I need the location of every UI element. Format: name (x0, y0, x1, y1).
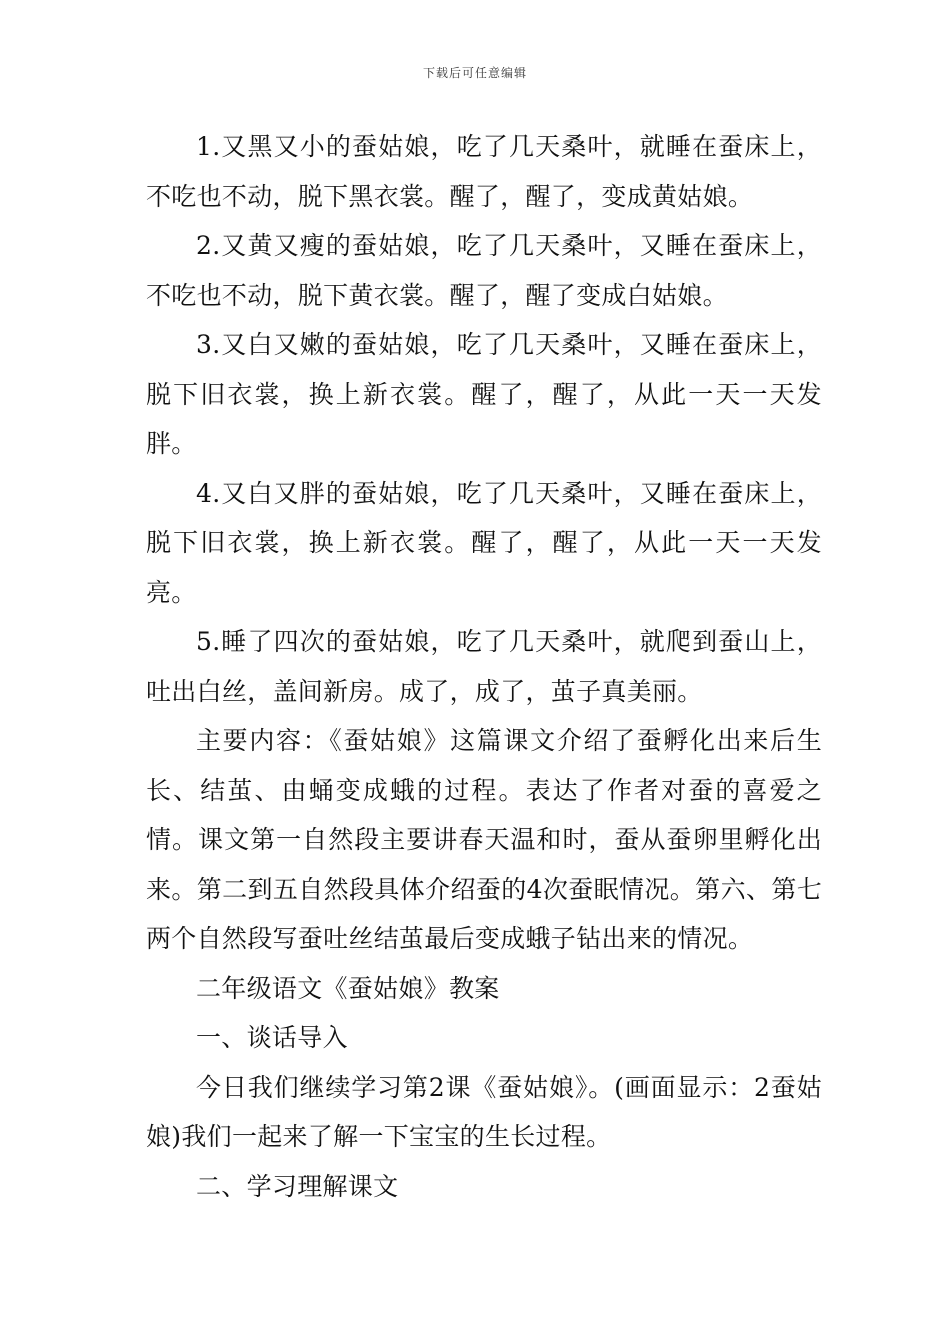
lesson-plan-title: 二年级语文《蚕姑娘》教案 (196, 973, 500, 1003)
section-heading-2: 二、学习理解课文 (196, 1171, 399, 1201)
paragraph-5: 5.睡了四次的蚕姑娘，吃了几天桑叶，就爬到蚕山上，吐出白丝，盖间新房。成了，成了，茧子真美丽。 (146, 627, 822, 706)
intro-paragraph: 今日我们继续学习第2课《蚕姑娘》。(画面显示：2蚕姑娘)我们一起来了解一下宝宝的生长过程。 (146, 1072, 822, 1151)
paragraph-3: 3.又白又嫩的蚕姑娘，吃了几天桑叶，又睡在蚕床上，脱下旧衣裳，换上新衣裳。醒了，醒了，从此一天一天发胖。 (146, 330, 822, 458)
summary-paragraph: 主要内容：《蚕姑娘》这篇课文介绍了蚕孵化出来后生长、结茧、由蛹变成蛾的过程。表达了作者对蚕的喜爱之情。课文第一自然段主要讲春天温和时，蚕从蚕卵里孵化出来。第二到五自然段具体介绍蚕的4次蚕眠情况。第六、第七两个自然段写蚕吐丝结茧最后变成蛾子钻出来的情况。 (146, 726, 822, 953)
paragraph-1: 1.又黑又小的蚕姑娘，吃了几天桑叶，就睡在蚕床上，不吃也不动，脱下黑衣裳。醒了，醒了，变成黄姑娘。 (146, 132, 822, 211)
section-heading-1: 一、谈话导入 (196, 1023, 348, 1052)
paragraph-2: 2.又黄又瘦的蚕姑娘，吃了几天桑叶，又睡在蚕床上，不吃也不动，脱下黄衣裳。醒了，醒了变成白姑娘。 (146, 231, 822, 310)
document-body (146, 122, 822, 1211)
paragraph-4: 4.又白又胖的蚕姑娘，吃了几天桑叶，又睡在蚕床上，脱下旧衣裳，换上新衣裳。醒了，醒了，从此一天一天发亮。 (146, 478, 822, 607)
page-header: 下载后可任意编辑 (422, 66, 527, 80)
